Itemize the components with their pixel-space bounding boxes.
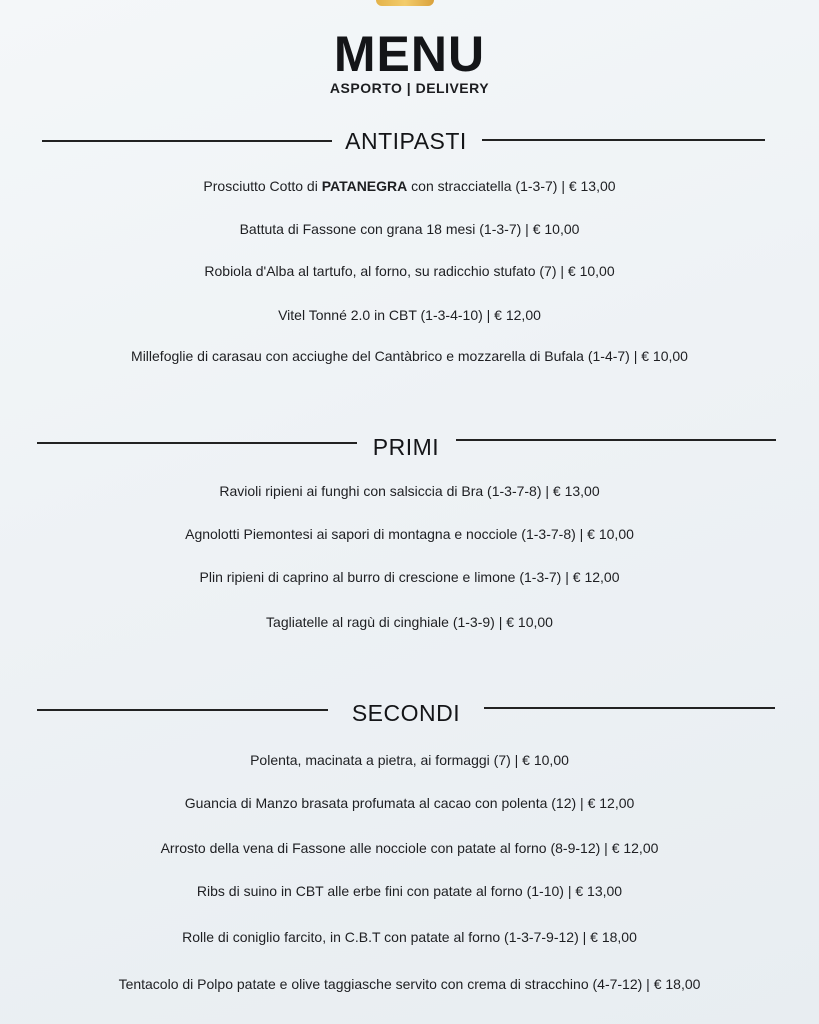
divider-left (37, 442, 357, 444)
divider-right (482, 139, 765, 141)
menu-item: Robiola d'Alba al tartufo, al forno, su radicchio stufato (7) | € 10,00 (204, 263, 615, 279)
divider-left (37, 709, 328, 711)
section-title-primi: PRIMI (372, 434, 440, 460)
brand-name: PATANEGRA (321, 178, 408, 194)
section-header-secondi (0, 698, 819, 728)
menu-item: Agnolotti Piemontesi ai sapori di montagna e nocciole (1-3-7-8) | € 10,00 (185, 526, 634, 542)
menu-item: Tentacolo di Polpo patate e olive taggiasche servito con crema di stracchino (4-7-12) | € 18,00 (118, 976, 701, 992)
menu-item: Polenta, macinata a pietra, ai formaggi (7) | € 10,00 (250, 752, 569, 768)
menu-subtitle: ASPORTO | DELIVERY (329, 80, 490, 96)
section-title-secondi: SECONDI (351, 700, 461, 726)
menu-item: Arrosto della vena di Fassone alle nocciole con patate al forno (8-9-12) | € 12,00 (160, 840, 659, 856)
menu-item: Battuta di Fassone con grana 18 mesi (1-3-7) | € 10,00 (239, 221, 580, 237)
section-header-antipasti (0, 126, 819, 156)
menu-item: Ribs di suino in CBT alle erbe fini con patate al forno (1-10) | € 13,00 (196, 883, 623, 899)
menu-item: Rolle di coniglio farcito, in C.B.T con patate al forno (1-3-7-9-12) | € 18,00 (182, 929, 637, 945)
menu-item: Millefoglie di carasau con acciughe del Cantàbrico e mozzarella di Bufala (1-4-7) | € 10,00 (131, 348, 688, 364)
menu-item: Prosciutto Cotto di PATANEGRA con stracciatella (1-3-7) | € 13,00 (203, 178, 616, 194)
section-header-primi (0, 432, 819, 462)
section-title-antipasti: ANTIPASTI (345, 128, 467, 154)
menu-item: Plin ripieni di caprino al burro di crescione e limone (1-3-7) | € 12,00 (199, 569, 620, 585)
menu-item: Vitel Tonné 2.0 in CBT (1-3-4-10) | € 12,00 (278, 307, 541, 323)
divider-right (484, 707, 775, 709)
menu-item: Guancia di Manzo brasata profumata al cacao con polenta (12) | € 12,00 (184, 795, 635, 811)
menu-title: MENU (333, 26, 486, 82)
divider-left (42, 140, 332, 142)
logo-partial (376, 0, 434, 6)
divider-right (456, 439, 776, 441)
menu-item: Ravioli ripieni ai funghi con salsiccia di Bra (1-3-7-8) | € 13,00 (219, 483, 600, 499)
menu-item: Tagliatelle al ragù di cinghiale (1-3-9) | € 10,00 (266, 614, 553, 630)
